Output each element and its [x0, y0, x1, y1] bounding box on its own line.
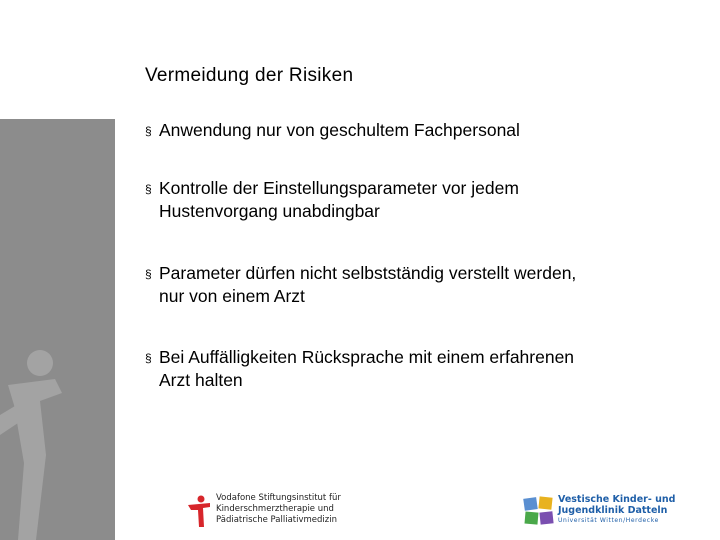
bullet-item: [145, 119, 520, 142]
slide-title: Vermeidung der Risiken: [145, 65, 354, 86]
bullet-item: [145, 262, 576, 308]
bullet-marker: §: [145, 267, 152, 281]
clinic-name-line: Vestische Kinder- und: [558, 494, 676, 505]
bullet-text-line: Bei Auffälligkeiten Rücksprache mit einem erfahrenen: [159, 347, 575, 367]
bullet-text-line: Kontrolle der Einstellungsparameter vor jedem: [159, 178, 519, 198]
bullet-marker: §: [145, 124, 152, 138]
bullet-text-line: Parameter dürfen nicht selbstständig verstellt werden,: [159, 263, 577, 283]
bullet-item: [145, 177, 519, 223]
bullet-marker: §: [145, 182, 152, 196]
figure-watermark-icon: [0, 345, 70, 540]
bullet-text-line: Arzt halten: [159, 370, 243, 390]
bullet-marker: §: [145, 351, 152, 365]
clinic-name: [558, 494, 675, 525]
institute-name-line: Kinderschmerztherapie und: [216, 504, 334, 514]
bullet-text-line: nur von einem Arzt: [159, 286, 305, 306]
bullet-text-line: Anwendung nur von geschultem Fachpersonal: [159, 120, 520, 140]
institute-name-line: Vodafone Stiftungsinstitut für: [216, 493, 341, 503]
clinic-logo: [522, 493, 692, 529]
institute-name-line: Pädiatrische Palliativmedizin: [216, 515, 337, 525]
institute-name: [216, 493, 341, 526]
clinic-name-line: Jugendklinik Datteln: [558, 505, 668, 516]
bullet-item: [145, 346, 574, 392]
university-name: Universität Witten/Herdecke: [558, 517, 659, 524]
bullet-text-line: Hustenvorgang unabdingbar: [159, 201, 380, 221]
stick-figure-logo-icon: [186, 495, 212, 527]
colored-tiles-logo-icon: [522, 495, 556, 527]
vodafone-institute-logo: [186, 493, 356, 529]
